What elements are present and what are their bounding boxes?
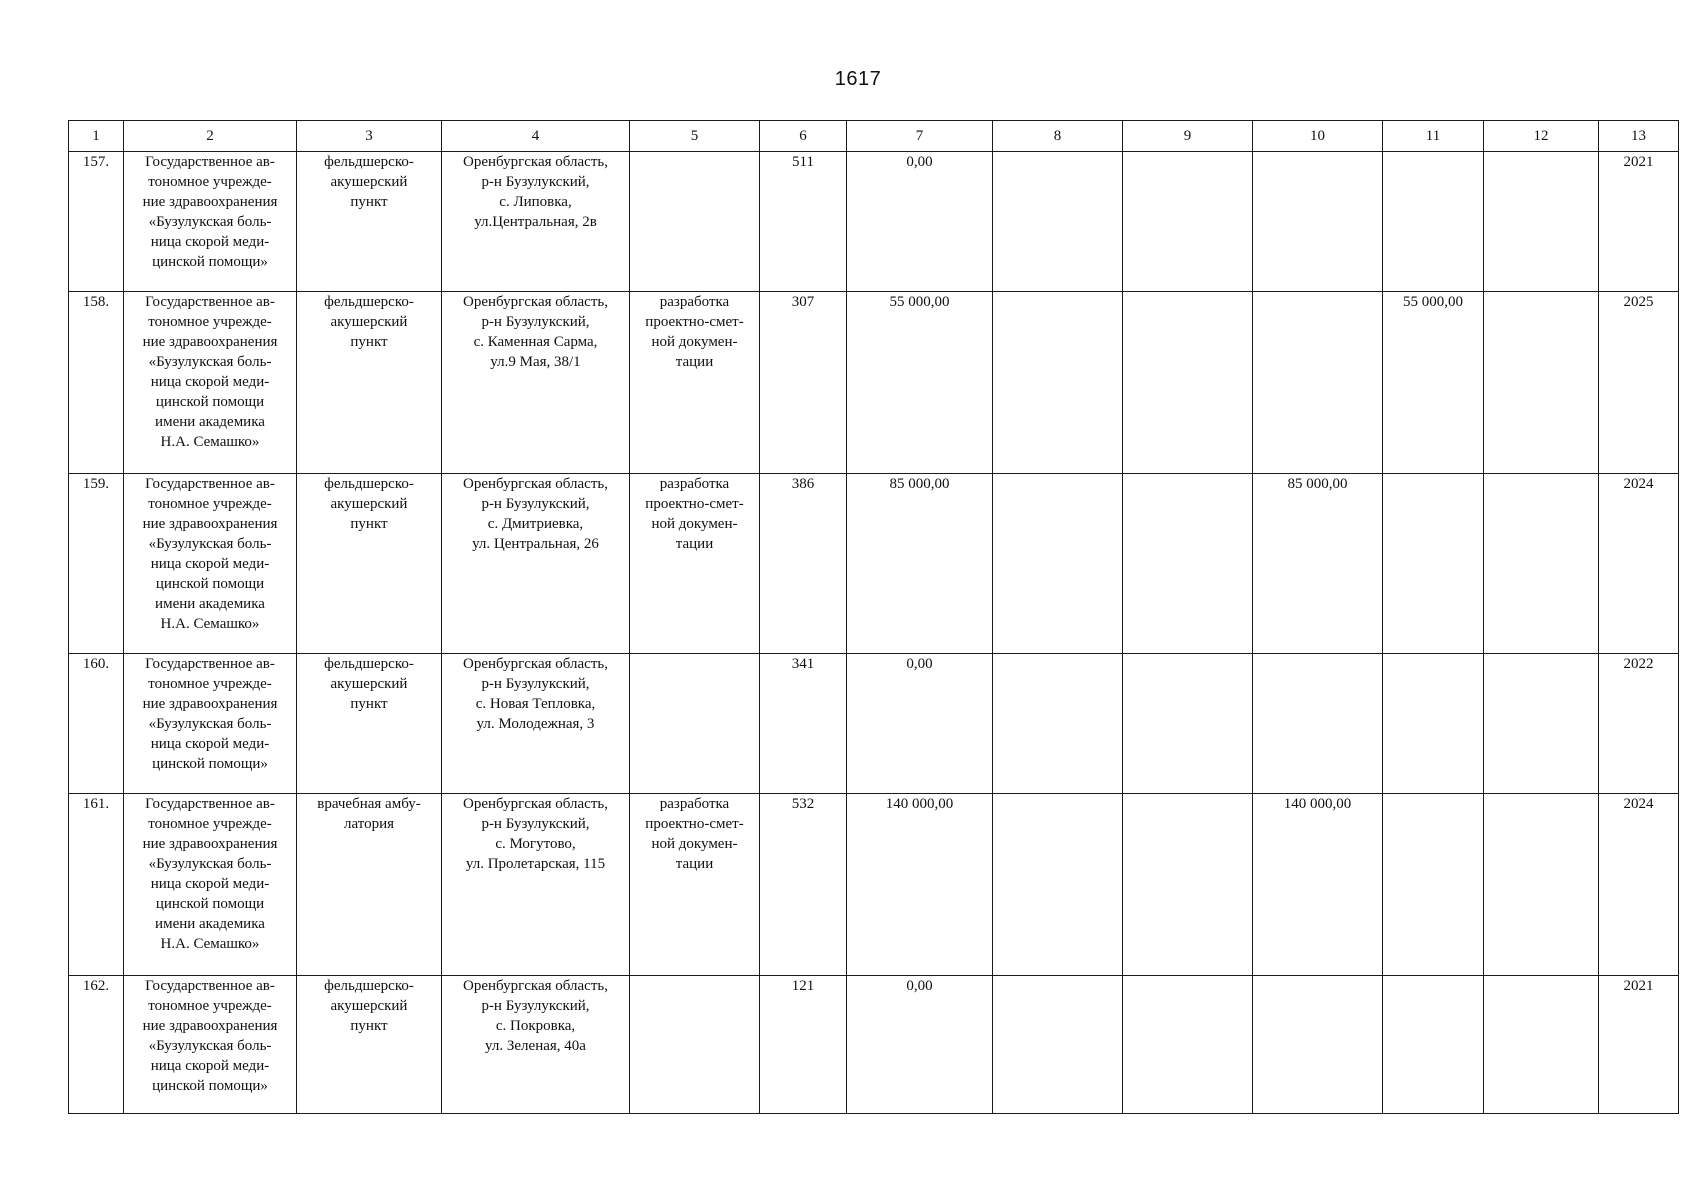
column-7-amount-text: 140 000,00 bbox=[885, 796, 954, 812]
column-6-value bbox=[760, 794, 847, 976]
column-11-amount-text: 55 000,00 bbox=[1403, 294, 1463, 310]
column-8-value bbox=[993, 794, 1123, 976]
facility-address bbox=[442, 152, 630, 292]
column-6-value bbox=[760, 292, 847, 474]
column-9-value bbox=[1123, 654, 1253, 794]
header-cell: 9 bbox=[1123, 121, 1253, 152]
column-6-value-text: 307 bbox=[791, 294, 815, 310]
column-10-amount bbox=[1253, 152, 1383, 292]
row-number-text: 160. bbox=[82, 656, 110, 672]
facility-address-text: Оренбургская область, р-н Бузулукский, с. Каменная Сарма, ул.9 Мая, 38/1 bbox=[463, 294, 608, 370]
row-number-text: 161. bbox=[82, 796, 110, 812]
facility-type-text: фельдшерско- акушерский пункт bbox=[324, 294, 414, 350]
column-10-amount-text: 140 000,00 bbox=[1283, 796, 1352, 812]
facility-type bbox=[297, 654, 442, 794]
facility-type bbox=[297, 976, 442, 1114]
organization-name-text: Государственное ав- тономное учрежде- ние здравоохранения «Бузулукская боль- ница скорой меди- цинской помощи» bbox=[142, 154, 278, 270]
facility-address bbox=[442, 654, 630, 794]
work-type bbox=[630, 794, 760, 976]
header-cell: 10 bbox=[1253, 121, 1383, 152]
organization-name bbox=[124, 654, 297, 794]
row-number-text: 159. bbox=[82, 476, 110, 492]
column-7-amount bbox=[847, 292, 993, 474]
column-7-amount bbox=[847, 976, 993, 1114]
facility-type-text: фельдшерско- акушерский пункт bbox=[324, 656, 414, 712]
column-9-value bbox=[1123, 152, 1253, 292]
column-11-amount bbox=[1383, 152, 1484, 292]
column-8-value bbox=[993, 474, 1123, 654]
column-8-value bbox=[993, 152, 1123, 292]
column-9-value bbox=[1123, 474, 1253, 654]
column-12-value bbox=[1484, 292, 1599, 474]
facility-address-text: Оренбургская область, р-н Бузулукский, с. Могутово, ул. Пролетарская, 115 bbox=[463, 796, 608, 872]
page-number: 1617 bbox=[834, 68, 882, 90]
column-6-value-text: 386 bbox=[791, 476, 815, 492]
header-cell: 13 bbox=[1599, 121, 1679, 152]
column-6-value bbox=[760, 152, 847, 292]
organization-name bbox=[124, 474, 297, 654]
column-12-value bbox=[1484, 474, 1599, 654]
facility-type-text: фельдшерско- акушерский пункт bbox=[324, 978, 414, 1034]
organization-name-text: Государственное ав- тономное учрежде- ние здравоохранения «Бузулукская боль- ница скорой меди- цинской помощи имени академика Н.А. Семашко» bbox=[142, 294, 278, 450]
facility-address bbox=[442, 976, 630, 1114]
header-cell: 11 bbox=[1383, 121, 1484, 152]
organization-name-text: Государственное ав- тономное учрежде- ние здравоохранения «Бузулукская боль- ница скорой меди- цинской помощи» bbox=[142, 978, 278, 1094]
facility-type-text: фельдшерско- акушерский пункт bbox=[324, 476, 414, 532]
column-7-amount-text: 0,00 bbox=[906, 656, 933, 672]
year-text: 2024 bbox=[1623, 796, 1654, 812]
work-type bbox=[630, 292, 760, 474]
table-row bbox=[69, 976, 1679, 1114]
year bbox=[1599, 794, 1679, 976]
row-number bbox=[69, 474, 124, 654]
header-cell: 5 bbox=[630, 121, 760, 152]
organization-name bbox=[124, 292, 297, 474]
column-6-value-text: 121 bbox=[791, 978, 815, 994]
column-12-value bbox=[1484, 654, 1599, 794]
column-11-amount bbox=[1383, 654, 1484, 794]
table-header bbox=[69, 121, 1679, 152]
column-6-value bbox=[760, 474, 847, 654]
facility-address bbox=[442, 794, 630, 976]
work-type-text: разработка проектно-смет- ной докумен- тации bbox=[645, 294, 744, 370]
organization-name bbox=[124, 976, 297, 1114]
organization-name bbox=[124, 152, 297, 292]
column-11-amount bbox=[1383, 976, 1484, 1114]
year bbox=[1599, 152, 1679, 292]
header-cell: 3 bbox=[297, 121, 442, 152]
row-number bbox=[69, 976, 124, 1114]
year-text: 2024 bbox=[1623, 476, 1654, 492]
column-10-amount bbox=[1253, 654, 1383, 794]
organization-name-text: Государственное ав- тономное учрежде- ние здравоохранения «Бузулукская боль- ница скорой меди- цинской помощи» bbox=[142, 656, 278, 772]
facility-type bbox=[297, 794, 442, 976]
year-text: 2025 bbox=[1623, 294, 1654, 310]
column-10-amount bbox=[1253, 292, 1383, 474]
column-6-value-text: 341 bbox=[791, 656, 815, 672]
organization-name bbox=[124, 794, 297, 976]
work-type-text: разработка проектно-смет- ной докумен- тации bbox=[645, 476, 744, 552]
table-row bbox=[69, 292, 1679, 474]
organization-name-text: Государственное ав- тономное учрежде- ние здравоохранения «Бузулукская боль- ница скорой меди- цинской помощи имени академика Н.А. Семашко» bbox=[142, 796, 278, 952]
row-number-text: 158. bbox=[82, 294, 110, 310]
work-type bbox=[630, 152, 760, 292]
column-10-amount-text: 85 000,00 bbox=[1287, 476, 1348, 492]
header-cell: 1 bbox=[69, 121, 124, 152]
column-6-value-text: 511 bbox=[792, 154, 814, 170]
facility-address bbox=[442, 474, 630, 654]
year bbox=[1599, 292, 1679, 474]
row-number bbox=[69, 292, 124, 474]
row-number bbox=[69, 654, 124, 794]
facility-type-text: фельдшерско- акушерский пункт bbox=[324, 154, 414, 210]
header-cell: 8 bbox=[993, 121, 1123, 152]
header-cell: 12 bbox=[1484, 121, 1599, 152]
column-7-amount-text: 55 000,00 bbox=[889, 294, 950, 310]
column-10-amount bbox=[1253, 474, 1383, 654]
column-9-value bbox=[1123, 292, 1253, 474]
column-8-value bbox=[993, 292, 1123, 474]
column-12-value bbox=[1484, 794, 1599, 976]
column-11-amount bbox=[1383, 292, 1484, 474]
row-number bbox=[69, 152, 124, 292]
column-7-amount bbox=[847, 794, 993, 976]
year bbox=[1599, 654, 1679, 794]
facility-type bbox=[297, 152, 442, 292]
column-7-amount bbox=[847, 152, 993, 292]
header-cell: 7 bbox=[847, 121, 993, 152]
facility-address-text: Оренбургская область, р-н Бузулукский, с. Липовка, ул.Центральная, 2в bbox=[463, 154, 608, 230]
facility-address-text: Оренбургская область, р-н Бузулукский, с. Новая Тепловка, ул. Молодежная, 3 bbox=[463, 656, 608, 732]
table-row bbox=[69, 474, 1679, 654]
facility-type-text: врачебная амбу- латория bbox=[317, 796, 421, 832]
year bbox=[1599, 474, 1679, 654]
header-cell: 4 bbox=[442, 121, 630, 152]
facility-address-text: Оренбургская область, р-н Бузулукский, с. Покровка, ул. Зеленая, 40а bbox=[463, 978, 608, 1054]
header-cell: 6 bbox=[760, 121, 847, 152]
column-9-value bbox=[1123, 976, 1253, 1114]
column-7-amount-text: 85 000,00 bbox=[889, 476, 950, 492]
work-type-text: разработка проектно-смет- ной докумен- тации bbox=[645, 796, 744, 872]
table-body bbox=[69, 152, 1679, 1114]
year-text: 2021 bbox=[1623, 154, 1654, 170]
column-11-amount bbox=[1383, 794, 1484, 976]
data-table bbox=[68, 120, 1679, 1114]
column-11-amount bbox=[1383, 474, 1484, 654]
column-7-amount-text: 0,00 bbox=[906, 154, 933, 170]
column-10-amount bbox=[1253, 976, 1383, 1114]
work-type bbox=[630, 976, 760, 1114]
facility-address-text: Оренбургская область, р-н Бузулукский, с. Дмитриевка, ул. Центральная, 26 bbox=[463, 476, 608, 552]
facility-type bbox=[297, 292, 442, 474]
column-6-value bbox=[760, 976, 847, 1114]
row-number-text: 162. bbox=[82, 978, 110, 994]
column-10-amount bbox=[1253, 794, 1383, 976]
year-text: 2022 bbox=[1623, 656, 1654, 672]
work-type bbox=[630, 474, 760, 654]
header-cell: 2 bbox=[124, 121, 297, 152]
column-7-amount bbox=[847, 654, 993, 794]
column-12-value bbox=[1484, 976, 1599, 1114]
row-number bbox=[69, 794, 124, 976]
year bbox=[1599, 976, 1679, 1114]
table-row bbox=[69, 152, 1679, 292]
table-row bbox=[69, 794, 1679, 976]
work-type bbox=[630, 654, 760, 794]
row-number-text: 157. bbox=[82, 154, 110, 170]
column-12-value bbox=[1484, 152, 1599, 292]
column-9-value bbox=[1123, 794, 1253, 976]
column-7-amount bbox=[847, 474, 993, 654]
column-7-amount-text: 0,00 bbox=[906, 978, 933, 994]
table-row bbox=[69, 654, 1679, 794]
organization-name-text: Государственное ав- тономное учрежде- ние здравоохранения «Бузулукская боль- ница скорой меди- цинской помощи имени академика Н.А. Семашко» bbox=[142, 476, 278, 632]
column-8-value bbox=[993, 976, 1123, 1114]
facility-type bbox=[297, 474, 442, 654]
column-8-value bbox=[993, 654, 1123, 794]
year-text: 2021 bbox=[1623, 978, 1654, 994]
column-6-value bbox=[760, 654, 847, 794]
column-6-value-text: 532 bbox=[791, 796, 815, 812]
facility-address bbox=[442, 292, 630, 474]
